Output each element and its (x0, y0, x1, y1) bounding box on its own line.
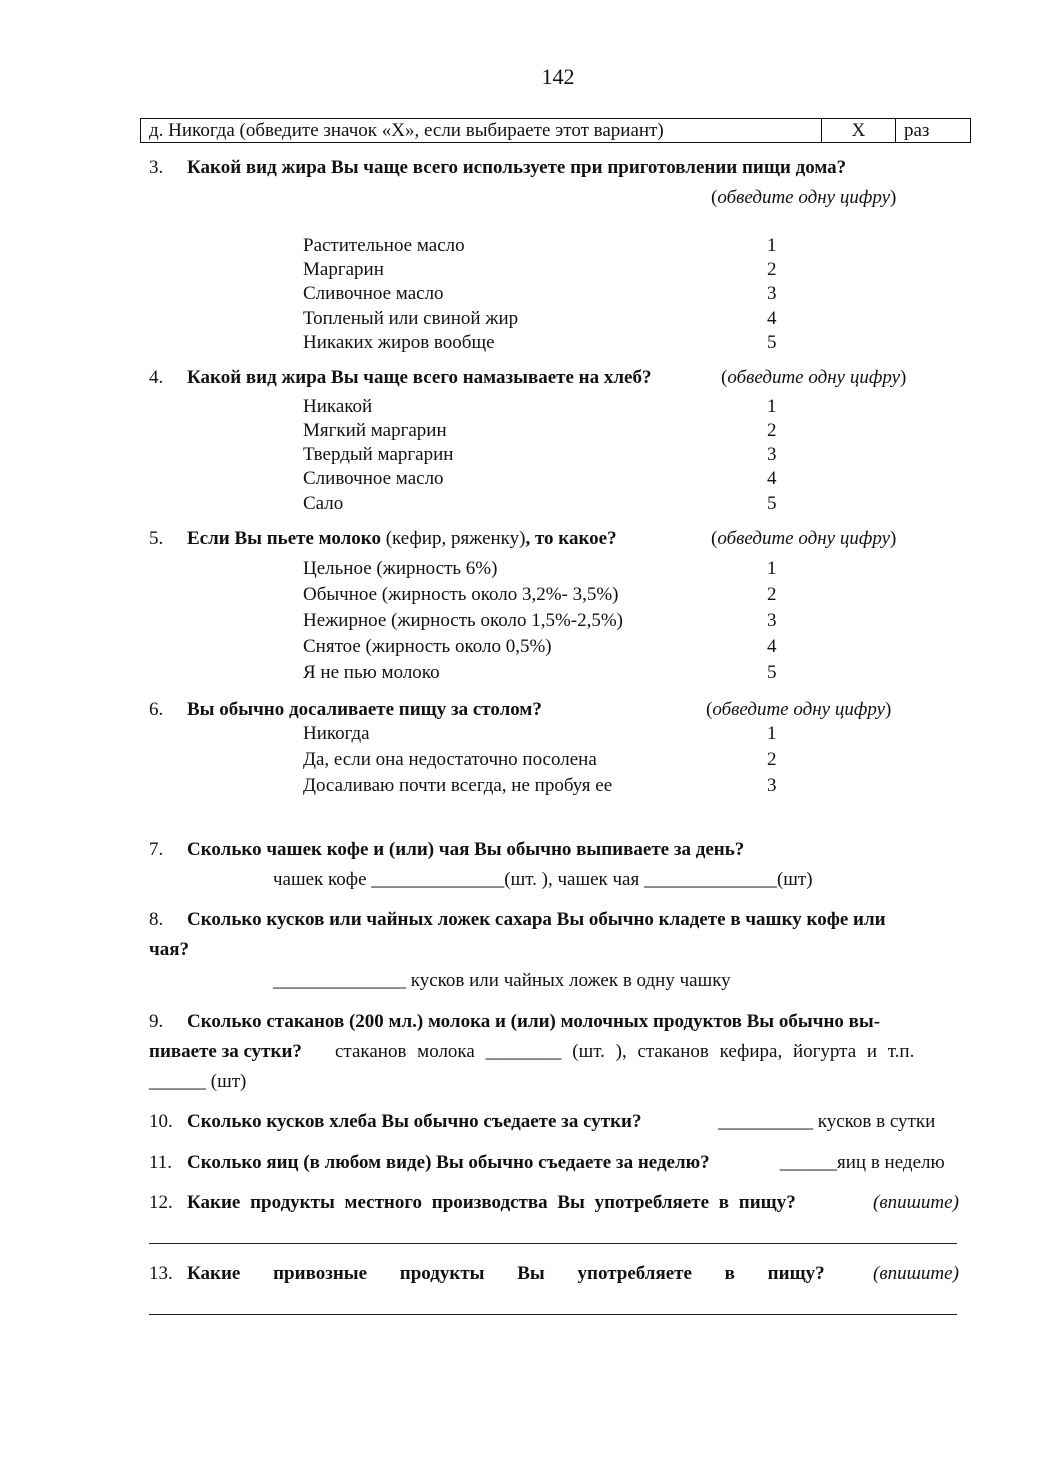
option-label: Никакой (303, 396, 373, 417)
answer-table-row (140, 118, 971, 143)
question-text: Сколько яиц (в любом виде) Вы обычно съедаете за неделю? (187, 1152, 710, 1173)
answer-write-line[interactable] (149, 1243, 957, 1244)
question-text (187, 910, 966, 929)
question-text-bold: , то какое? (525, 528, 617, 549)
option-code[interactable]: 1 (767, 396, 777, 417)
option-label: Сливочное масло (303, 468, 444, 489)
question-text: Сколько стаканов (200 мл.) молока и (или) молочных продуктов Вы обычно вы- (187, 1011, 881, 1032)
mark-cell: X (822, 119, 896, 143)
answer-blank-line[interactable]: ______________ кусков или чайных ложек в одну чашку (273, 970, 731, 991)
option-label: Досаливаю почти всегда, не пробуя ее (303, 775, 613, 796)
option-label: Твердый маргарин (303, 444, 454, 465)
option-label: Я не пью молоко (303, 662, 440, 683)
answer-blank-line[interactable]: ______ (шт) (149, 1071, 247, 1092)
question-text-bold: Если Вы пьете молоко (187, 528, 381, 549)
unit-cell: раз (896, 119, 971, 143)
option-label: Растительное масло (303, 235, 465, 256)
question-text: Какой вид жира Вы чаще всего намазываете на хлеб? (187, 367, 652, 388)
option-label: Обычное (жирность около 3,2%- 3,5%) (303, 584, 619, 605)
page-number: 142 (541, 64, 575, 89)
option-label: Сало (303, 493, 344, 514)
question-text-continued: чая? (149, 939, 189, 960)
option-code[interactable]: 5 (767, 332, 777, 353)
question-number: 7. (149, 839, 164, 860)
question-number: 13. (149, 1263, 173, 1284)
question-text: Сколько чашек кофе и (или) чая Вы обычно выпиваете за день? (187, 839, 745, 860)
question-text: Какой вид жира Вы чаще всего используете при приготовлении пищи дома? (187, 157, 847, 178)
question-text: Какие привозные продукты Вы употребляете в пищу? (187, 1263, 825, 1284)
option-code[interactable]: 2 (767, 420, 777, 441)
question-text: Сколько кусков хлеба Вы обычно съедаете за сутки? (187, 1111, 642, 1132)
option-code[interactable]: 3 (767, 610, 777, 631)
answer-blank-line[interactable]: чашек кофе ______________(шт. ), чашек чая ______________(шт) (273, 869, 813, 890)
hint-text: обведите одну цифру (712, 699, 885, 720)
question-number: 4. (149, 367, 164, 388)
hint-text: обведите одну цифру (717, 528, 890, 549)
instruction-hint: (обведите одну цифру) (706, 699, 892, 720)
hint-text: обведите одну цифру (727, 367, 900, 388)
question-number: 5. (149, 528, 164, 549)
question-text (187, 529, 617, 548)
question-number: 11. (149, 1152, 173, 1173)
question-text: Какие продукты местного производства Вы употребляете в пищу? (187, 1192, 796, 1213)
question-number: 8. (149, 909, 164, 930)
option-code[interactable]: 3 (767, 444, 777, 465)
instruction-hint: (обведите одну цифру) (721, 367, 907, 388)
option-label: Сливочное масло (303, 283, 444, 304)
question-text: Вы обычно досаливаете пищу за столом? (187, 699, 542, 720)
option-code[interactable]: 2 (767, 259, 777, 280)
option-label: Нежирное (жирность около 1,5%-2,5%) (303, 610, 624, 631)
question-text-normal: (кефир, ряженку) (380, 528, 526, 549)
instruction-hint: (впишите) (873, 1192, 959, 1213)
answer-blank-line[interactable]: ______яиц в неделю (780, 1152, 945, 1173)
option-label: Маргарин (303, 259, 384, 280)
option-label: Никаких жиров вообще (303, 332, 495, 353)
option-code[interactable]: 2 (767, 749, 777, 770)
question-number: 6. (149, 699, 164, 720)
option-label: Топленый или свиной жир (303, 308, 519, 329)
option-label: Никогда (303, 723, 370, 744)
option-code[interactable]: 4 (767, 636, 777, 657)
question-number: 10. (149, 1111, 173, 1132)
option-code[interactable]: 5 (767, 493, 777, 514)
instruction-hint: (впишите) (873, 1263, 959, 1284)
instruction-hint: (обведите одну цифру) (711, 528, 897, 549)
question-text-continued: пиваете за сутки? (149, 1041, 302, 1062)
option-code[interactable]: 1 (767, 723, 777, 744)
option-code[interactable]: 4 (767, 308, 777, 329)
option-text-cell: д. Никогда (обведите значок «X», если выбираете этот вариант) (141, 119, 822, 143)
option-code[interactable]: 1 (767, 558, 777, 579)
question-number: 12. (149, 1192, 173, 1213)
answer-write-line[interactable] (149, 1314, 957, 1315)
question-number: 3. (149, 157, 164, 178)
option-code[interactable]: 3 (767, 283, 777, 304)
option-label: Да, если она недостаточно посолена (303, 749, 597, 770)
option-label: Снятое (жирность около 0,5%) (303, 636, 552, 657)
option-code[interactable]: 4 (767, 468, 777, 489)
option-code[interactable]: 1 (767, 235, 777, 256)
question-line-text: Сколько кусков или чайных ложек сахара Вы обычно кладете в чашку кофе или (187, 909, 886, 930)
answer-blank-line[interactable]: стаканов молока ________ (шт. ), стаканов кефира, йогурта и т.п. (335, 1041, 915, 1062)
instruction-hint: (обведите одну цифру) (711, 187, 897, 208)
hint-text: обведите одну цифру (717, 187, 890, 208)
question-number: 9. (149, 1011, 164, 1032)
question-line (187, 910, 966, 929)
option-code[interactable]: 2 (767, 584, 777, 605)
answer-blank-line[interactable]: __________ кусков в сутки (718, 1111, 936, 1132)
option-label: Мягкий маргарин (303, 420, 447, 441)
option-label: Цельное (жирность 6%) (303, 558, 498, 579)
option-code[interactable]: 5 (767, 662, 777, 683)
option-code[interactable]: 3 (767, 775, 777, 796)
